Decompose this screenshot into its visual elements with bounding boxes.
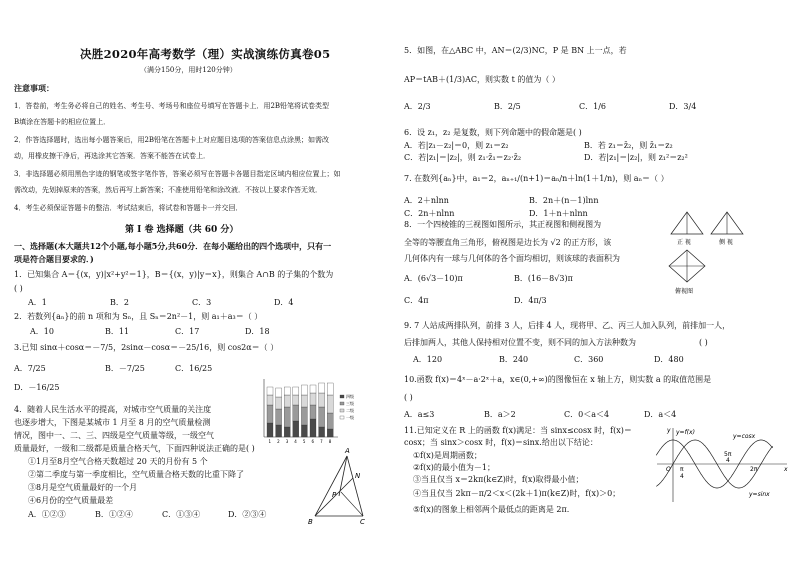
q6-option-d: D．若|z₁|＝|z₂|，则 z₁²＝z₂² xyxy=(584,153,688,162)
notes-line: 需改动，先划掉原来的答案，然后再写上新答案；不准使用铅笔和涂改液．不按以上要求作答无效． xyxy=(14,186,322,194)
q2-text: 2．若数列{aₙ}的前 n 项和为 Sₙ，且 Sₙ＝2n²－1，则 a₁＋a₃＝（ ） xyxy=(14,312,263,321)
section-intro: 项是符合题目要求的．) xyxy=(14,254,94,264)
bar-segment xyxy=(267,405,273,423)
bar-segment xyxy=(276,409,282,425)
label-yfx: y=f(x) xyxy=(676,429,695,436)
q1-option-a: A．1 xyxy=(28,298,47,307)
q4-line: 质量最好，一级和二级都是质量合格天气，下面四种说法正确的是( ) xyxy=(14,444,255,453)
q8-line: 8．一个四棱锥的三视图如图所示，其正视图和侧视图为 xyxy=(404,220,602,229)
q4-statement: ②第二季度与第一季度相比，空气质量合格天数的比重下降了 xyxy=(28,470,244,479)
notes-line: 4．考生必须保证答题卡的整洁．考试结束后，将试卷和答题卡一并交回． xyxy=(14,204,243,212)
q1-option-b: B．2 xyxy=(110,298,129,307)
q7-option-a: A．2＋nlnn xyxy=(404,196,449,205)
q5-option-c: C．1/6 xyxy=(579,102,606,111)
label-origin: O xyxy=(666,466,671,473)
q10-paren: ( ) xyxy=(404,393,413,402)
bar-segment xyxy=(301,385,307,395)
q8-line: 几何体内有一球与几何体的各个面均相切，则该球的表面积为 xyxy=(404,254,620,263)
q6-option-c: C．若|z₁|＝|z₂|，则 z₁·z̄₁＝z₂·z̄₂ xyxy=(404,153,522,162)
air-quality-bar-chart xyxy=(258,377,362,445)
side-view-label: 侧 视 xyxy=(719,239,733,246)
month-tick-label: 7 xyxy=(320,439,323,444)
q5-option-d: D．3/4 xyxy=(669,102,697,111)
q7-option-c: C．2n＋nlnn xyxy=(404,209,455,218)
bar-segment xyxy=(310,393,316,405)
section-intro: 一、选择题(本大题共12个小题,每小题5分,共60分．在每小题给出的四个选项中，只有一 xyxy=(14,241,332,251)
left-column xyxy=(0,0,395,564)
label-n: N xyxy=(355,472,361,480)
q9-option-a: A．120 xyxy=(413,355,443,364)
q4-line: 情况，图中一、二、三、四级是空气质量等级，一级空气 xyxy=(14,431,214,440)
q10-option-a: A．a≤3 xyxy=(404,410,435,419)
q4-statement: ③8月是空气质量最好的一个月 xyxy=(28,483,138,492)
label-p: P xyxy=(332,491,337,499)
q4-option-b: B．①②④ xyxy=(95,510,133,519)
bar-segment xyxy=(310,385,316,393)
q9-line1: 9. 7 人站成两排队列，前排 3 人，后排 4 人，现将甲、乙、丙三人加入队列，前排加一人， xyxy=(404,321,731,330)
q6-option-a: A．若|z₁－z₂|＝0，则 z₁＝z₂ xyxy=(404,141,509,150)
bar-segment xyxy=(301,407,307,425)
trig-graph-figure xyxy=(653,424,791,504)
bar-group xyxy=(267,383,333,437)
q7-option-b: B．2n＋(n－1)lnn xyxy=(529,196,599,205)
top-view-label: 俯视图 xyxy=(675,288,694,295)
label-5pi: 5π xyxy=(724,451,732,458)
label-pi: π xyxy=(680,466,684,473)
label-ycosx: y=cosx xyxy=(733,433,756,440)
month-tick-label: 5 xyxy=(302,439,306,444)
q3-option-b: B．－7/25 xyxy=(105,364,145,373)
q1-option-c: C．3 xyxy=(192,298,212,307)
q1-option-d: D．4 xyxy=(274,298,294,307)
notes-heading: 注意事项： xyxy=(14,83,54,93)
q7-option-d: D．1＋n＋nlnn xyxy=(529,209,588,218)
q7-text: 7. 在数列{aₙ}中，a₁＝2，aₙ₊₁/(n+1)＝aₙ/n＋ln(1＋1/n)，则 aₙ＝（ ） xyxy=(404,174,669,183)
bar-segment xyxy=(310,405,316,419)
q8-option-a: A．(6√3－10)π xyxy=(404,274,463,283)
q4-line: 4．随着人民生活水平的提高，对城市空气质量的关注度 xyxy=(14,405,212,414)
label-ysinx: y=sinx xyxy=(749,491,770,498)
legend-label: 四级 xyxy=(346,394,354,399)
q5-line1: 5．如图，在△ABC 中，AN＝(2/3)NC，P 是 BN 上一点，若 xyxy=(404,46,627,55)
q6-option-b: B．若 z₁＝z̄₂，则 z̄₁＝z₂ xyxy=(584,141,673,150)
section-heading: 第 I 卷 选择题（共 60 分） xyxy=(125,225,239,235)
q3-option-d: D．－16/25 xyxy=(14,383,60,392)
bar-segment xyxy=(284,387,290,395)
q11-line: ⑤f(x)的图象上相邻两个最低点的距离是 2π. xyxy=(413,505,570,514)
q11-line: cosx；当 sinx＞cosx 时，f(x)＝sinx.给出以下结论： xyxy=(404,438,598,447)
q2-option-c: C．17 xyxy=(175,327,200,336)
q9-line2: 后排加两人，其他人保持相对位置不变，则不同的加入方法种数为 xyxy=(404,338,636,347)
legend-swatch xyxy=(340,395,344,398)
bar-segment xyxy=(284,395,290,407)
bar-segment xyxy=(267,395,273,405)
q2-option-d: D．18 xyxy=(245,327,270,336)
q2-option-b: B．11 xyxy=(105,327,130,336)
bar-segment xyxy=(284,407,290,427)
bar-segment xyxy=(276,425,282,437)
q6-text: 6．设 z₁，z₂ 是复数，则下列命题中的假命题是( ) xyxy=(404,128,582,137)
month-tick-label: 3 xyxy=(285,439,289,444)
q10-option-c: C．0＜a＜4 xyxy=(564,410,610,419)
month-tick-label: 8 xyxy=(328,439,332,444)
bar-segment xyxy=(319,393,325,407)
bar-segment xyxy=(301,425,307,437)
bar-segment xyxy=(319,383,325,393)
label-b: B xyxy=(308,518,313,526)
month-tick-label: 4 xyxy=(294,439,297,444)
legend-swatch xyxy=(340,402,344,405)
bar-segment xyxy=(310,419,316,437)
legend-label: 二级 xyxy=(346,408,354,413)
bar-segment xyxy=(284,427,290,437)
q4-line: 也逐步增大，下图是某城市 1 月至 8 月的空气质量检测 xyxy=(14,418,211,427)
bar-segment xyxy=(293,395,299,405)
q4-option-c: C．①③④ xyxy=(162,510,201,519)
legend-label: 三级 xyxy=(346,401,354,406)
legend-swatch xyxy=(340,416,344,419)
exam-title: 决胜2020年高考数学（理）实战演练仿真卷05 xyxy=(80,47,331,61)
front-view-label: 正 视 xyxy=(677,239,691,246)
month-tick-label: 1 xyxy=(268,439,272,444)
q11-line: 11.已知定义在 R 上的函数 f(x)满足：当 sinx≤cosx 时，f(x)＝ xyxy=(404,426,632,435)
bar-segment xyxy=(293,387,299,395)
q2-option-a: A．10 xyxy=(30,327,54,336)
notes-line: 3．非选择题必须用黑色字迹的钢笔或签字笔作答，答案必须写在答题卡各题目指定区域内相应位置上；如 xyxy=(14,170,341,178)
q10-text: 10.函数 f(x)＝4ˣ－a·2ˣ＋a，x∈(0,+∞)的图像恒在 x 轴上方，则实数 a 的取值范围是 xyxy=(404,375,712,384)
notes-line: 动，用橡皮擦干净后，再选涂其它答案．答案不能答在试卷上． xyxy=(14,152,210,160)
q11-line: ④当且仅当 2kπ－π/2＜x＜(2k＋1)π(k∈Z)时，f(x)＞0； xyxy=(413,489,621,498)
label-2pi: 2π xyxy=(750,466,758,473)
notes-line: 1．答卷前，考生务必将自己的姓名、考生号、考场号和座位号填写在答题卡上．用2B铅笔将试卷类型 xyxy=(14,102,330,110)
q10-option-b: B．a＞2 xyxy=(484,410,516,419)
label-x: x xyxy=(784,466,788,473)
q3-text: 3.已知 sinα＋cosα＝－7/5，2sinα－cosα＝－25/16，则 cos2α＝（ ） xyxy=(14,343,279,352)
q9-option-d: D．480 xyxy=(654,355,684,364)
q9-option-b: B．240 xyxy=(499,355,529,364)
q9-paren: ( ) xyxy=(699,338,708,347)
bar-segment xyxy=(327,429,333,437)
q11-line: ②f(x)的最小值为－1； xyxy=(413,463,495,472)
q4-option-a: A．①②③ xyxy=(28,510,66,519)
legend-swatch xyxy=(340,409,344,412)
bar-segment xyxy=(267,387,273,395)
bar-segment xyxy=(293,405,299,421)
q4-statement: ④6月份的空气质量最差 xyxy=(28,496,114,505)
bar-segment xyxy=(276,397,282,409)
q8-option-c: C．4π xyxy=(404,296,429,305)
notes-line: B填涂在答题卡的相应位置上． xyxy=(14,118,111,126)
q8-option-d: D．4π/3 xyxy=(514,296,547,305)
q1-text: 1．已知集合 A＝{(x，y)|x²+y²＝1}，B＝{(x，y)|y＝x}，则集合 A∩B 的子集的个数为 xyxy=(14,270,334,279)
bar-segment xyxy=(319,407,325,427)
q3-option-c: C．16/25 xyxy=(175,364,213,373)
q4-statement: ①1月至8月空气合格天数超过 20 天的月份有 5 个 xyxy=(28,457,208,466)
notes-line: 2．作答选择题时，选出每小题答案后，用2B铅笔在答题卡上对应题目选项的答案信息点涂黑；如需改 xyxy=(14,136,330,144)
q11-line: ③当且仅当 x＝2kπ(k∈Z)时，f(x)取得最小值； xyxy=(413,475,584,484)
legend-label: 一级 xyxy=(346,415,354,420)
bar-segment xyxy=(293,421,299,437)
bar-segment xyxy=(327,413,333,429)
label-pi-den: 4 xyxy=(680,473,684,480)
exam-subtitle: （满分150分，用时120分钟） xyxy=(140,66,237,74)
label-a: A xyxy=(345,447,350,455)
q4-option-d: D．②③④ xyxy=(228,510,267,519)
q10-option-d: D．a＜4 xyxy=(644,410,677,419)
q5-option-b: B．2/5 xyxy=(494,102,521,111)
three-view-figure xyxy=(667,208,791,298)
bar-segment xyxy=(327,395,333,413)
q8-option-b: B．(16－8√3)π xyxy=(514,274,573,283)
bar-segment xyxy=(327,383,333,395)
bar-segment xyxy=(319,427,325,437)
q8-line: 全等的等腰直角三角形，俯视图是边长为 √2 的正方形，该 xyxy=(404,238,612,247)
q5-line2: AP＝tAB＋(1/3)AC，则实数 t 的值为（ ） xyxy=(404,75,560,84)
month-tick-label: 6 xyxy=(311,439,315,444)
right-column xyxy=(399,0,794,564)
q1-paren: ( ) xyxy=(14,284,23,293)
q9-option-c: C．360 xyxy=(574,355,604,364)
bar-segment xyxy=(267,423,273,437)
label-5pi-den: 4 xyxy=(726,457,730,464)
q5-option-a: A．2/3 xyxy=(404,102,431,111)
label-y: y xyxy=(667,427,671,434)
month-tick-label: 2 xyxy=(277,439,280,444)
label-c: C xyxy=(360,518,365,526)
q11-line: ①f(x)是周期函数； xyxy=(413,451,482,460)
bar-segment xyxy=(301,395,307,407)
bar-segment xyxy=(276,388,282,397)
q3-option-a: A．7/25 xyxy=(14,364,46,373)
triangle-figure xyxy=(305,444,365,526)
